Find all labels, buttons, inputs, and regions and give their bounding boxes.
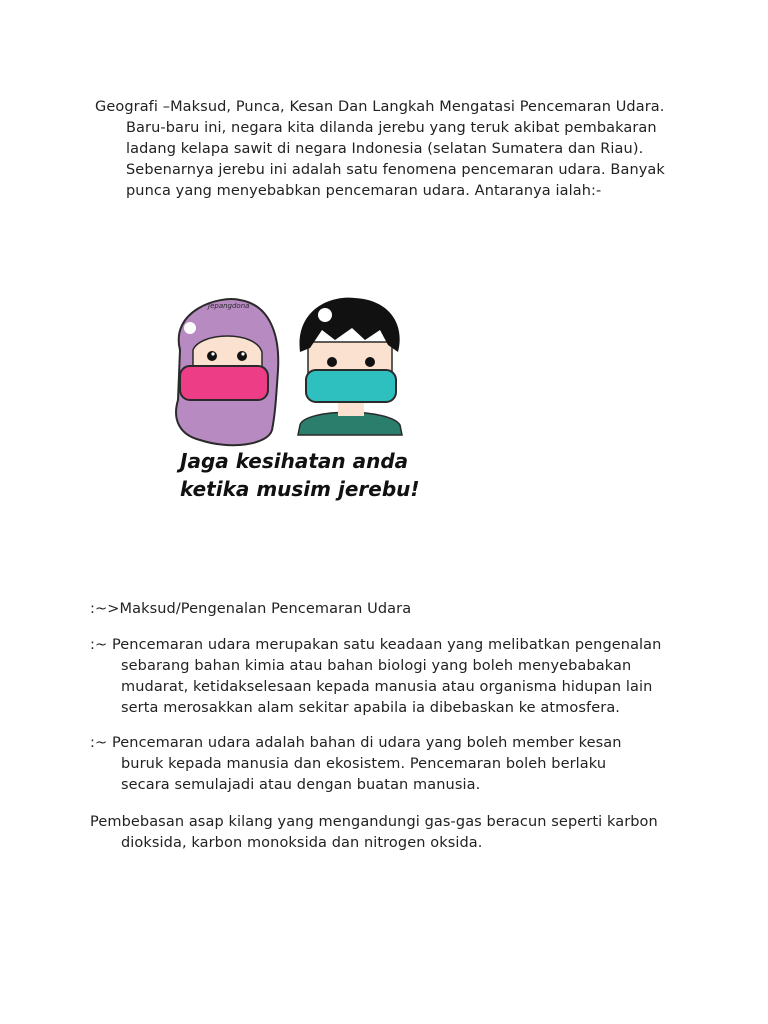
cause-paragraph: Pembebasan asap kilang yang mengandungi gas-gas beracun seperti karbon dioksida, karbon monoksida dan nitrogen oksida. bbox=[90, 814, 658, 851]
hair-highlight bbox=[318, 308, 332, 322]
definition-paragraph-1: :~ Pencemaran udara merupakan satu keadaan yang melibatkan pengenalan sebarang bahan kimia atau bahan biologi yang boleh menyebabakan mudarat, ketidakselesaan kepada manusia atau organisma hidupan lain serta merosakkan alam sekitar apabila ia dibebaskan ke atmosfera. bbox=[90, 637, 662, 716]
pink-mask bbox=[180, 366, 268, 400]
section-heading: :~>Maksud/Pengenalan Pencemaran Udara bbox=[90, 601, 412, 617]
girl-eye-left bbox=[207, 351, 217, 361]
hijab-highlight bbox=[184, 322, 196, 334]
caption-line-1: Jaga kesihatan anda bbox=[180, 449, 409, 473]
illustration-signature: Jepangdona bbox=[208, 302, 250, 310]
caption-line-2: ketika musim jerebu! bbox=[180, 477, 420, 501]
girl-eye-right bbox=[237, 351, 247, 361]
intro-paragraph: Geografi –Maksud, Punca, Kesan Dan Langkah Mengatasi Pencemaran Udara. Baru-baru ini, negara kita dilanda jerebu yang teruk akibat pembakaran ladang kelapa sawit di negara Indonesia (selatan Sumatera dan Riau). Sebenarnya jerebu ini adalah satu fenomena pencemaran udara. Banyak punca yang menyebabkan pencemaran udara. Antaranya ialah:- bbox=[95, 99, 665, 199]
definition-paragraph-2: :~ Pencemaran udara adalah bahan di udara yang boleh member kesan buruk kepada manusia dan ekosistem. Pencemaran boleh berlaku secara semulajadi atau dengan buatan manusia. bbox=[90, 735, 622, 793]
boy-eye-left bbox=[327, 357, 337, 367]
boy-eye-right bbox=[365, 357, 375, 367]
illustration-haze-masks bbox=[160, 290, 420, 515]
teal-mask bbox=[306, 370, 396, 402]
